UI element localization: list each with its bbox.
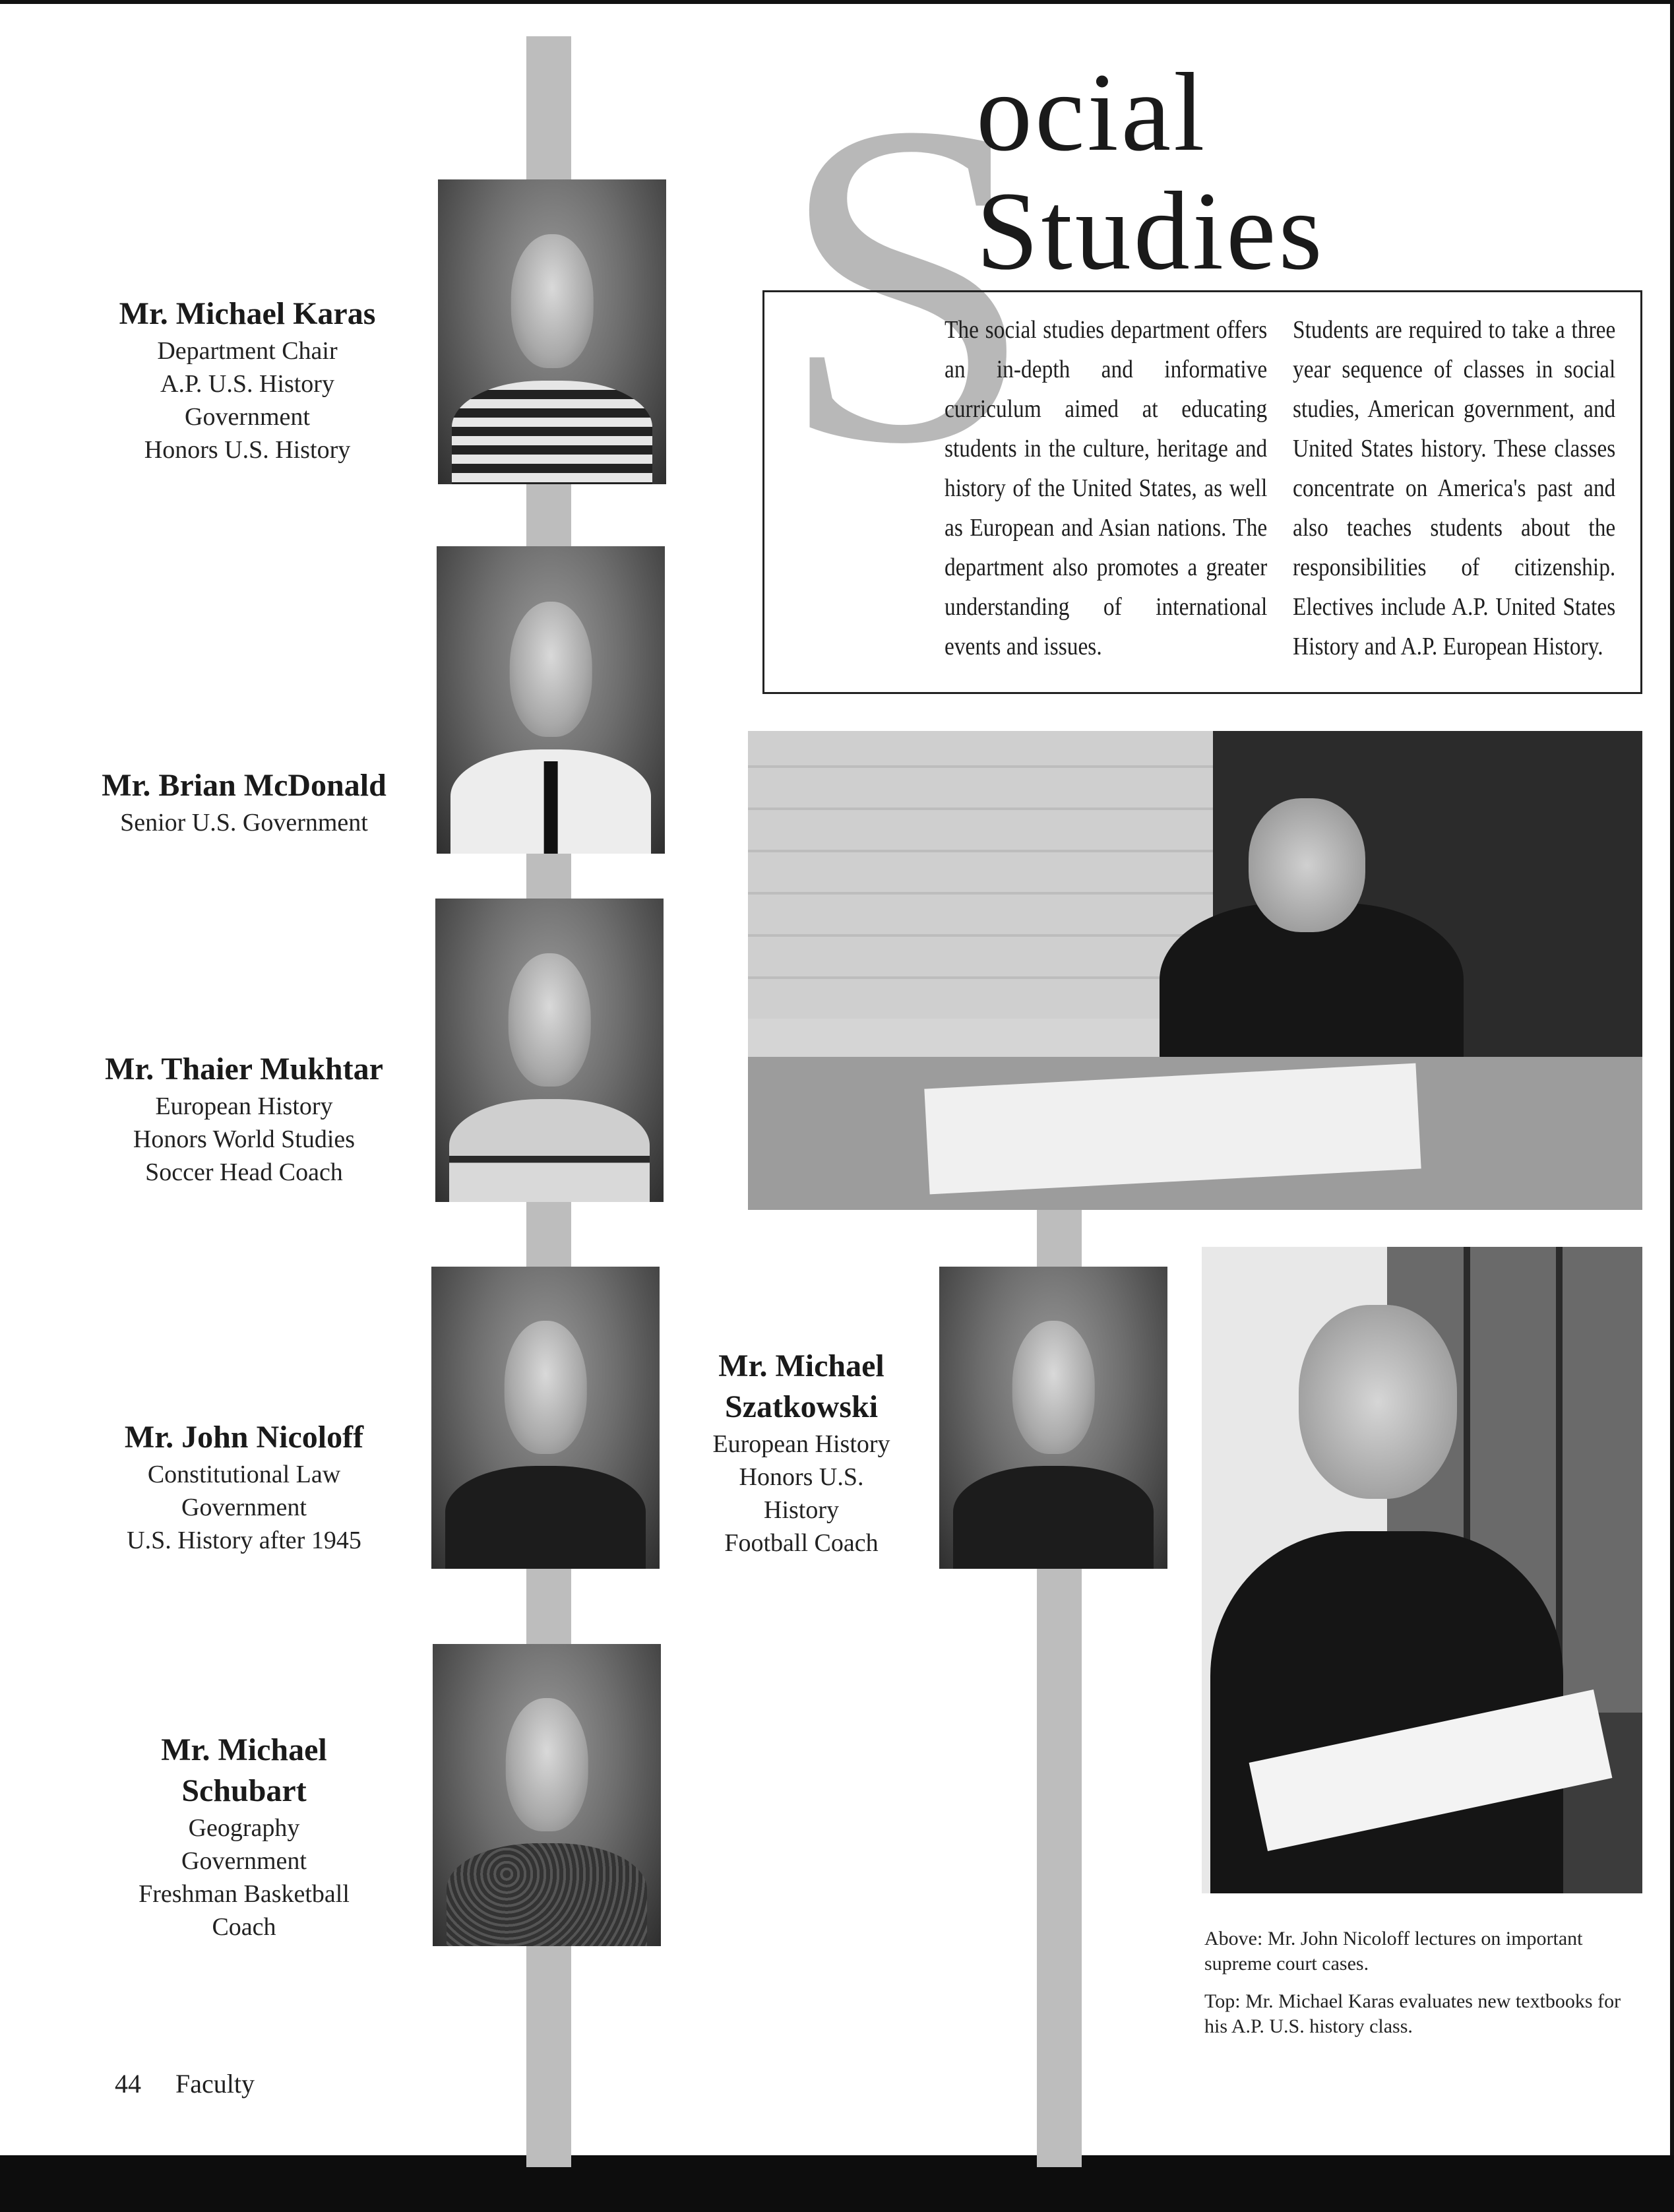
candid-photo-office [748,731,1642,1210]
staff-role: U.S. History after 1945 [127,1527,361,1554]
staff-role: Honors World Studies [133,1125,356,1153]
page-border-bottom [0,2155,1674,2212]
staff-role: Government [181,1847,307,1875]
staff-role: Football Coach [724,1529,879,1557]
staff-role: History [764,1496,839,1524]
photo-caption-above: Above: Mr. John Nicoloff lectures on important supreme court cases. [1204,1928,1583,1975]
staff-role: Coach [212,1913,276,1941]
staff-role: Honors U.S. [739,1463,864,1491]
portrait-nicoloff [431,1267,660,1569]
intro-column-2: Students are required to take a three year sequence of classes in social studies, American government, and United States history. These classes concentrate on America's past and also teaches students about the responsibilities of citizenship. Electives include A.P. United States History and A.P. European History. [1293,316,1616,660]
staff-name: Mr. Michael Szatkowski [718,1348,884,1424]
staff-role: European History [712,1430,890,1458]
drop-cap-initial: S [778,28,1036,539]
page-border-top [0,0,1674,4]
intro-column-1: The social studies department offers an in-depth and informative curriculum aimed at educating students in the culture, heritage and history of the United States, as well as European and Asian nations. The department also promotes a greater understanding of international events and issues. [945,316,1268,660]
staff-role: Department Chair [157,337,338,365]
staff-role: Senior U.S. Government [120,809,368,837]
candid-photo-library [1202,1247,1642,1893]
staff-role: Freshman Basketball [139,1880,350,1908]
photo-caption-top: Top: Mr. Michael Karas evaluates new textbooks for his A.P. U.S. history class. [1204,1990,1621,2037]
portrait-schubart [433,1644,661,1946]
staff-caption-mukhtar [86,1049,402,1189]
staff-caption-szatkowski [689,1346,914,1560]
staff-name: Mr. Michael Karas [119,296,376,331]
portrait-szatkowski [939,1267,1167,1569]
staff-name: Mr. Brian McDonald [102,768,387,803]
staff-name: Mr. Thaier Mukhtar [105,1052,383,1087]
staff-caption-nicoloff [92,1417,396,1557]
staff-role: Constitutional Law [147,1461,341,1488]
staff-role: Geography [188,1814,300,1842]
staff-role: Honors U.S. History [144,436,351,464]
page-border-right [1670,0,1674,2212]
staff-caption-schubart [99,1730,389,1943]
portrait-mcdonald [437,546,665,854]
staff-role: Soccer Head Coach [145,1158,343,1186]
page-title [976,50,1325,293]
portrait-mukhtar [435,899,664,1202]
page-number: 44 [115,2069,141,2099]
title-line-1: ocial [976,50,1208,174]
title-line-2: Studies [976,169,1325,293]
staff-role: Government [185,403,310,431]
staff-role: A.P. U.S. History [160,370,334,398]
staff-role: Government [181,1494,307,1521]
staff-role: European History [155,1092,333,1120]
portrait-karas [438,179,666,484]
staff-name: Mr. Michael Schubart [161,1732,327,1808]
staff-name: Mr. John Nicoloff [124,1420,364,1455]
staff-caption-mcdonald [79,765,409,839]
section-name: Faculty [175,2069,255,2099]
page-folio [115,2068,289,2101]
staff-caption-karas [99,294,396,466]
